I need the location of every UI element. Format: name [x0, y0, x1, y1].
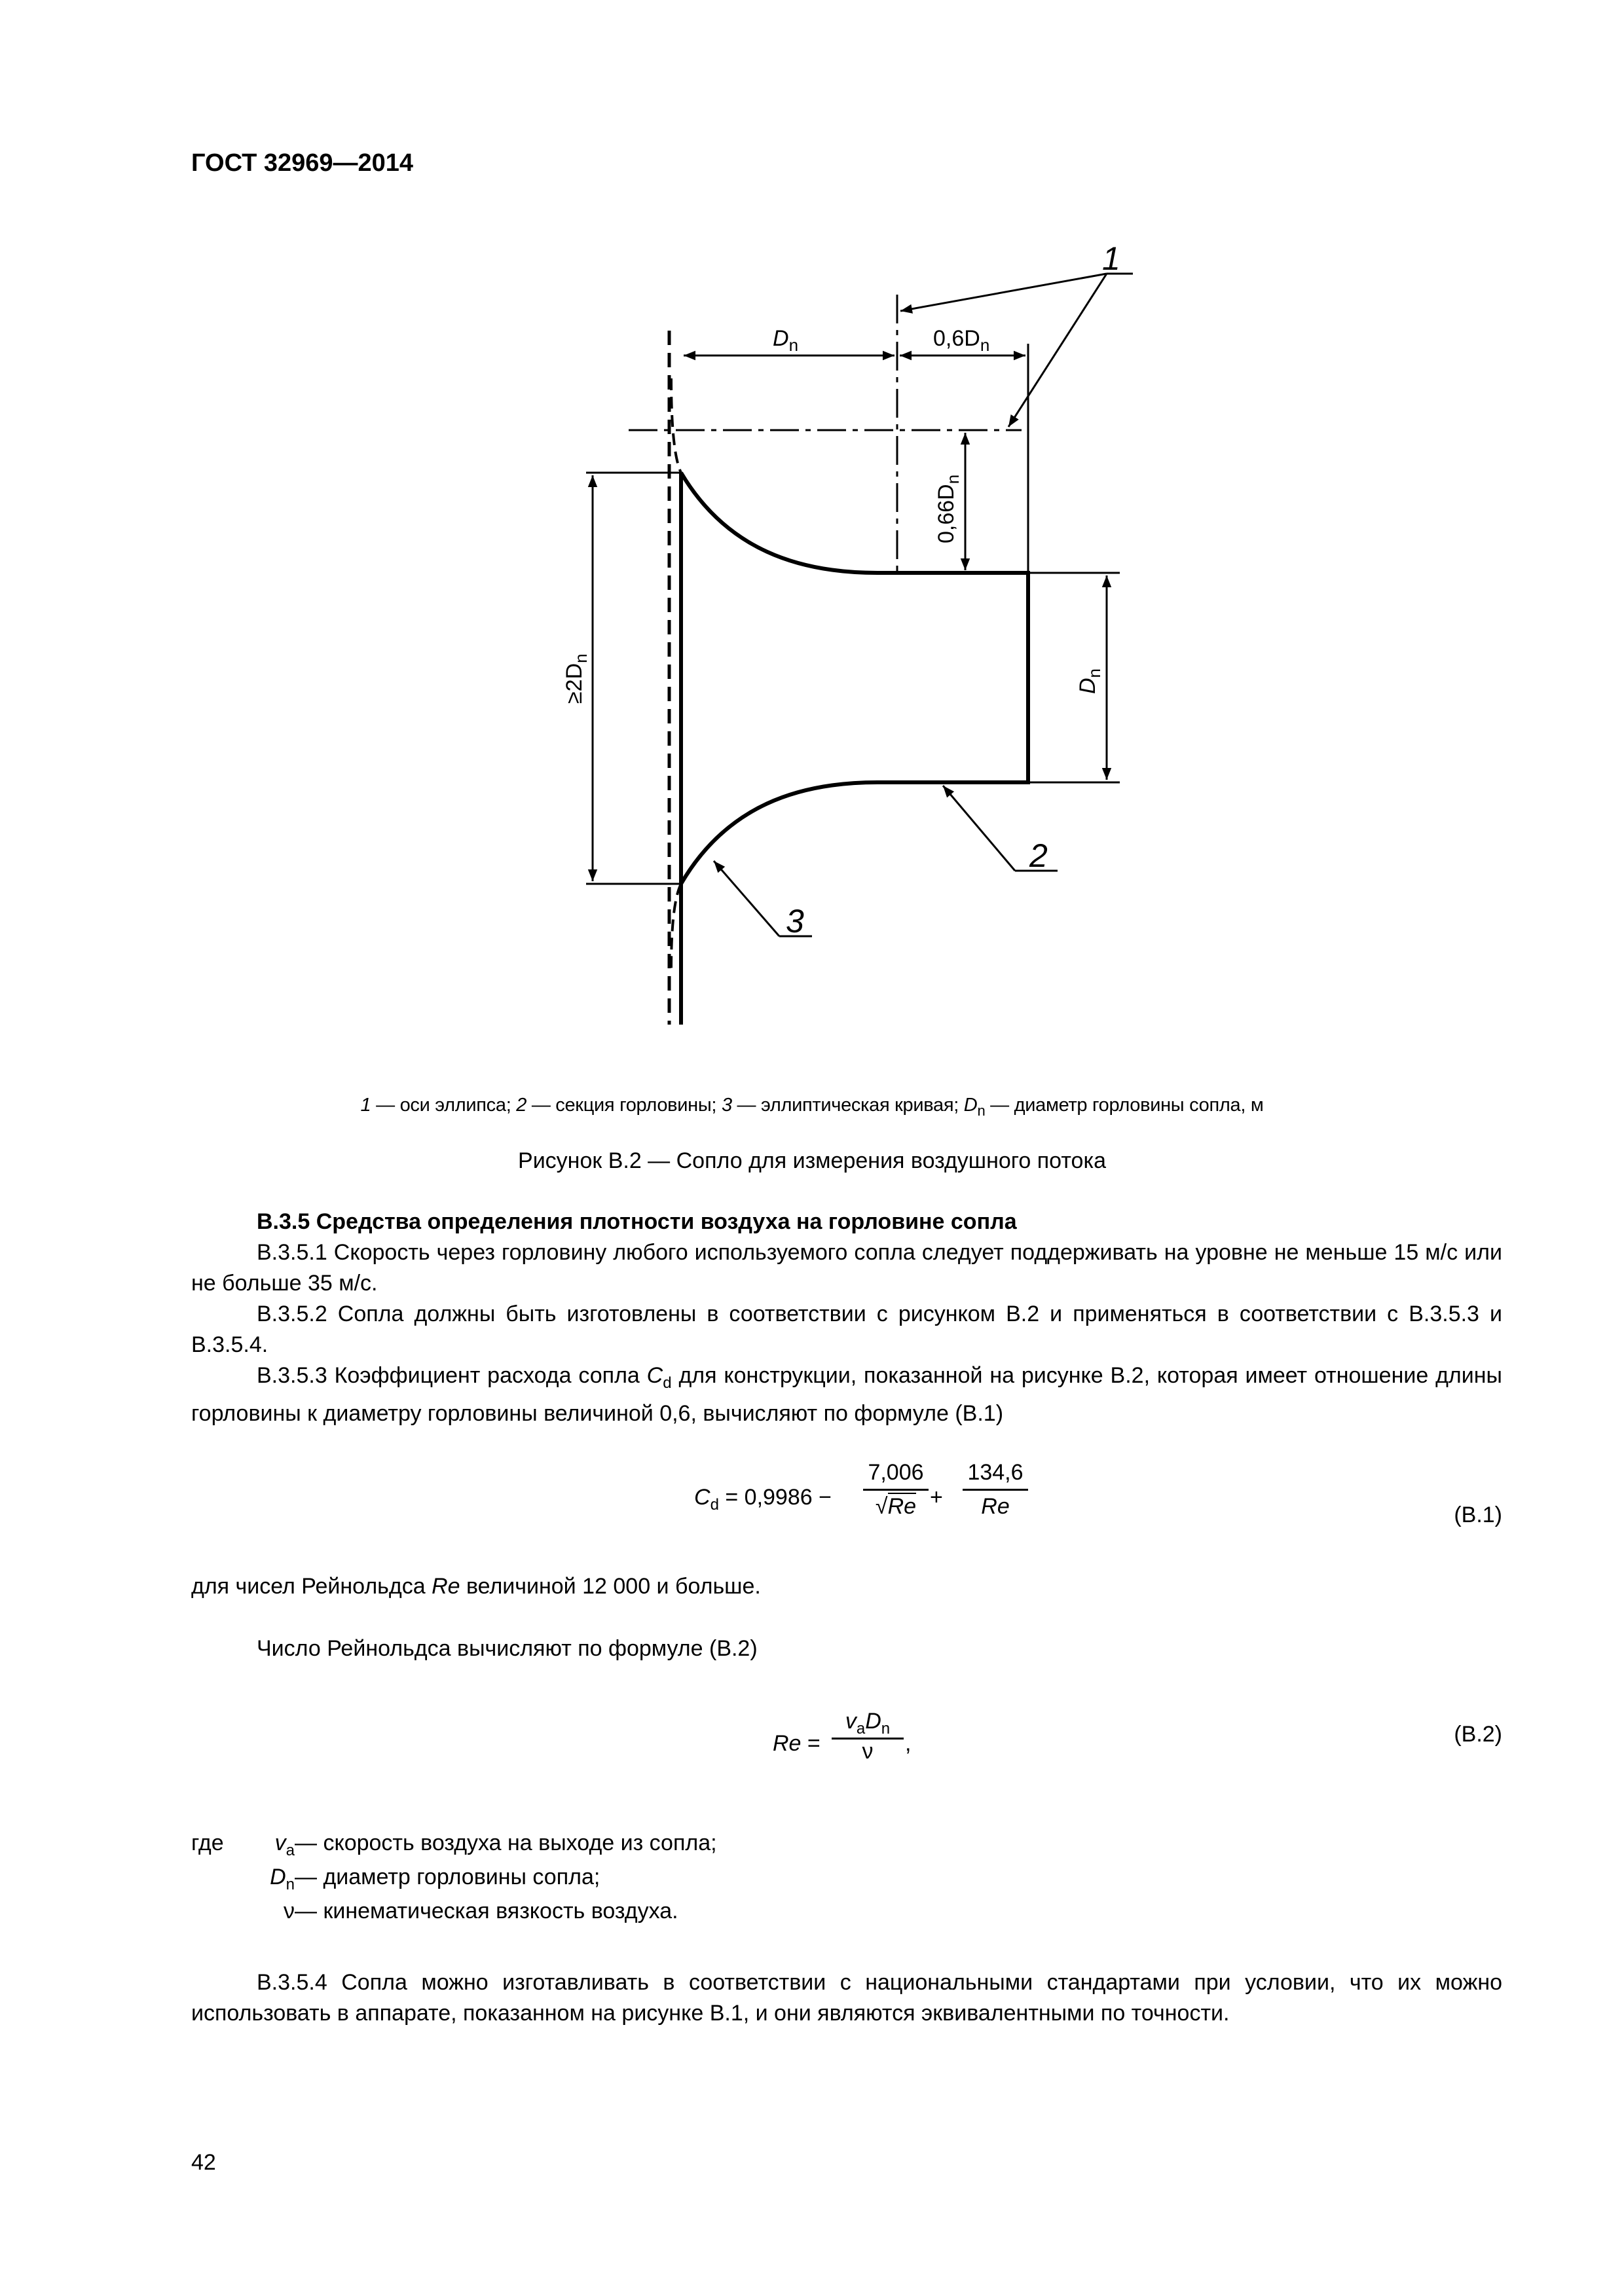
where-list: где $v_a$ — скорость воздуха на выходе из сопла; $D_n$ — диаметр горловины сопла; ν — кинематическая вязкость воздуха. — [191, 1831, 717, 1933]
dim-2d-label: $\ge 2D_n$ — [562, 653, 591, 704]
equation-b2-number: (В.2) — [1454, 1722, 1502, 1747]
callout-3-leader — [714, 861, 779, 936]
throat-section — [877, 573, 1028, 782]
paragraph-b352: В.3.5.2 Сопла должны быть изготовлены в соответствии с рисунком В.2 и применяться в соответствии с В.3.5.3 и В.3.5.4. — [191, 1302, 1502, 1357]
where-row: — скорость воздуха на выходе из сопла; — [295, 1831, 717, 1855]
callout-1-leader-a — [900, 274, 1107, 311]
section-heading: В.3.5 Средства определения плотности воздуха на горловине сопла — [257, 1209, 1017, 1234]
elliptic-curve-top — [681, 473, 877, 573]
callout-2: 2 — [1029, 837, 1048, 874]
dim-066-label: $0,66D_n$ — [934, 474, 963, 543]
where-row: — диаметр горловины сопла; — [295, 1865, 600, 1889]
paragraph-reynolds-formula: Число Рейнольдса вычисляют по формуле (В.2) — [257, 1636, 758, 1661]
equation-b2: Re = $v_aD_n$ ν , — [773, 1709, 912, 1764]
dim-top-dn-label: $D_n$ — [773, 326, 799, 355]
paragraph-b351: В.3.5.1 Скорость через горловину любого используемого сопла следует поддерживать на уровне не меньше 15 м/с или не больше 35 м/с. — [191, 1240, 1502, 1296]
where-row: — кинематическая вязкость воздуха. — [295, 1899, 678, 1923]
figure-legend: 1 — оси эллипса; 2 — секция горловины; 3 — эллиптическая кривая; $D_n$ — диаметр горловины сопла, м — [360, 1095, 1264, 1119]
equation-b1-number: (В.1) — [1454, 1503, 1502, 1527]
callout-1-leader-b — [1008, 274, 1107, 427]
callout-3: 3 — [786, 903, 804, 939]
nozzle-figure — [0, 0, 1624, 1061]
ellipse-continuation-top — [671, 378, 681, 473]
paragraph-reynolds-range: для чисел Рейнольдса Re величиной 12 000 и больше. — [191, 1574, 761, 1599]
section-text — [191, 1207, 1502, 1429]
standard-header: ГОСТ 32969—2014 — [191, 149, 414, 177]
paragraph-b354: В.3.5.4 Сопла можно изготавливать в соответствии с национальными стандартами при условии, что их можно использовать в аппарате, показанном на рисунке В.1, и они являются эквивалентными по точности. — [191, 1970, 1502, 2026]
callout-1: 1 — [1102, 240, 1120, 277]
where-label: где — [191, 1831, 224, 1855]
equation-b1: $C_d = 0,9986$ − 7,006 √Re + 134,6 Re — [694, 1460, 1035, 1539]
dim-top-06-label: $0,6D_n$ — [933, 326, 990, 355]
page-number: 42 — [191, 2150, 216, 2175]
callout-2-leader — [943, 786, 1015, 871]
elliptic-curve-bottom — [681, 782, 877, 884]
figure-caption: Рисунок В.2 — Сопло для измерения воздушного потока — [518, 1148, 1106, 1173]
paragraph-b353: В.3.5.3 Коэффициент расхода сопла $C_d$ для конструкции, показанной на рисунке В.2, которая имеет отношение длины горловины к диаметру горловины величиной 0,6, вычисляют по формуле (В.1) — [191, 1363, 1502, 1426]
dim-right-dn-label: $D_n$ — [1075, 668, 1104, 694]
